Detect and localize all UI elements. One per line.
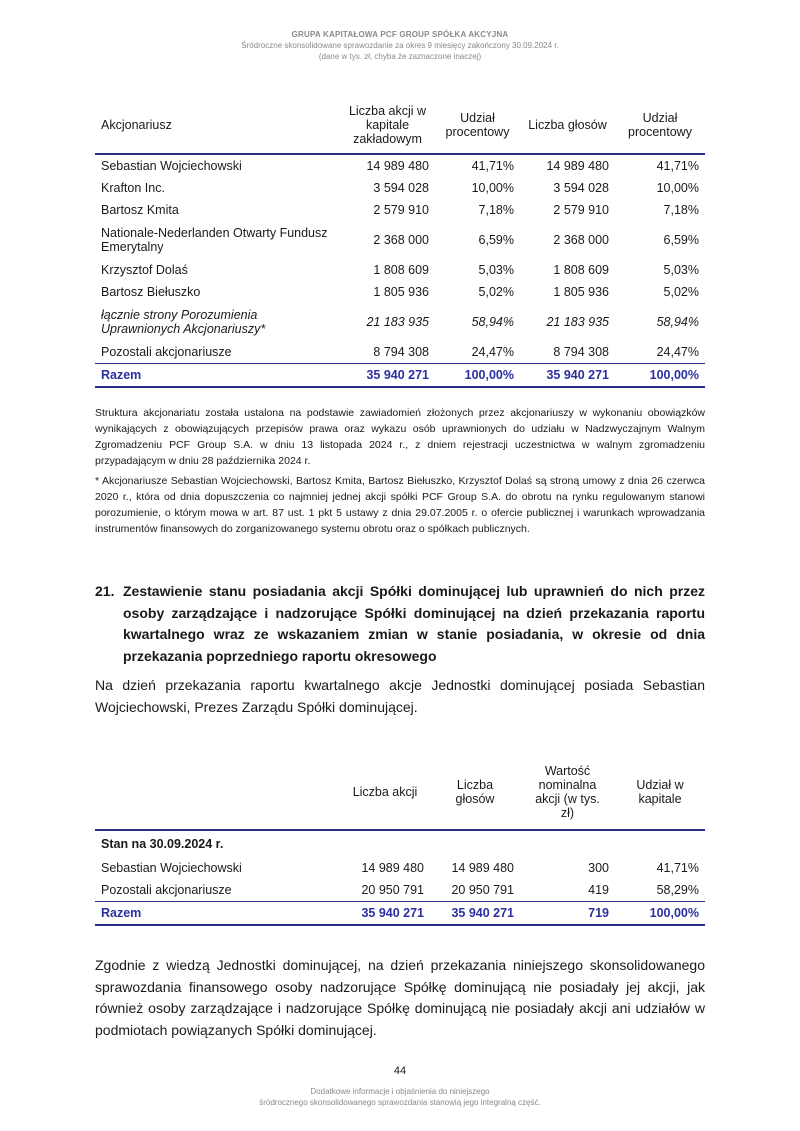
- table-row: [95, 199, 705, 221]
- closing-paragraph: Zgodnie z wiedzą Jednostki dominującej, na dzień przekazania niniejszego skonsolidowanego sprawozdania finansowego osoby nadzorujące Spółkę dominującą nie posiadały jej akcji, jak również osoby zarządzające i nadzorujące Spółkę dominującą nie posiadały akcji ani udziałów w podmiotach powiązanych Spółki dominującej.: [95, 957, 705, 1038]
- table-total-row: [95, 902, 705, 926]
- table-header-row: [95, 755, 705, 830]
- table-row: [95, 879, 705, 902]
- holdings-paragraph: Na dzień przekazania raportu kwartalnego akcje Jednostki dominującej posiada Sebastian Wojciechowski, Prezes Zarządu Spółki dominującej.: [95, 677, 705, 715]
- vote-count: 14 989 480: [451, 861, 514, 875]
- share-count: 2 579 910: [373, 203, 429, 217]
- column-header: Udział w kapitale: [615, 755, 705, 830]
- section-heading: [95, 581, 705, 667]
- total-label: Razem: [95, 902, 340, 926]
- total-nominal: 719: [520, 902, 615, 926]
- shareholder-name: łącznie strony Porozumienia Uprawnionych Akcjonariuszy*: [101, 308, 266, 336]
- table-row: [95, 221, 705, 259]
- footer-line-1: Dodatkowe informacje i objaśnienia do niniejszego: [310, 1087, 490, 1096]
- vote-percent: 5,03%: [663, 263, 699, 277]
- column-header: Udział procentowy: [615, 97, 705, 154]
- shareholder-name: Pozostali akcjonariusze: [101, 345, 232, 359]
- vote-count: 20 950 791: [451, 883, 514, 897]
- share-percent: 6,59%: [478, 233, 514, 247]
- share-count: 3 594 028: [373, 181, 429, 195]
- column-header: [95, 755, 340, 830]
- report-header-title: Śródroczne skonsolidowane sprawozdanie za okres 9 miesięcy zakończony 30.09.2024 r.: [241, 41, 559, 50]
- nominal-value: 300: [588, 861, 609, 875]
- column-header: Liczba głosów: [520, 97, 615, 154]
- vote-count: 14 989 480: [546, 159, 609, 173]
- share-count: 20 950 791: [361, 883, 424, 897]
- total-shares: 35 940 271: [340, 902, 430, 926]
- share-count: 2 368 000: [373, 233, 429, 247]
- shareholder-name: Krzysztof Dolaś: [101, 263, 188, 277]
- vote-count: 2 368 000: [553, 233, 609, 247]
- shareholder-name: Sebastian Wojciechowski: [101, 861, 242, 875]
- table-row: [95, 259, 705, 281]
- total-votes: 35 940 271: [520, 364, 615, 388]
- share-count: 21 183 935: [366, 315, 429, 329]
- vote-count: 3 594 028: [553, 181, 609, 195]
- column-header: Wartość nominalna akcji (w tys. zł): [520, 755, 615, 830]
- shareholder-name: Bartosz Biełuszko: [101, 285, 201, 299]
- table-row: [95, 857, 705, 879]
- total-shares: 35 940 271: [340, 364, 435, 388]
- table-row: [95, 281, 705, 303]
- share-percent: 7,18%: [478, 203, 514, 217]
- management-holdings-table: [95, 755, 705, 926]
- period-label: Stan na 30.09.2024 r.: [101, 837, 224, 851]
- share-percent: 5,03%: [478, 263, 514, 277]
- share-count: 14 989 480: [361, 861, 424, 875]
- vote-percent: 58,94%: [656, 315, 699, 329]
- section-title: Zestawienie stanu posiadania akcji Spółki dominującej lub uprawnień do nich przez osoby zarządzające i nadzorujące Spółki dominującej na dzień przekazania raportu kwartalnego wraz ze wskazaniem zmian w stanie posiadania, w okresie od dnia przekazania poprzedniego raportu okresowego: [123, 583, 705, 664]
- agreement-footnote: * Akcjonariusze Sebastian Wojciechowski, Bartosz Kmita, Bartosz Biełuszko, Krzysztof Dolaś są stroną umowy z dnia 26 czerwca 2020 r., która od dnia dopuszczenia co najmniej jednej akcji spółki PCF Group S.A. do obrotu na rynku regulowanym stanowi porozumienie, o którym mowa w art. 87 ust. 1 pkt 5 ustawy z dnia 29.07.2005 r. o ofercie publicznej i warunkach wprowadzania instrumentów finansowych do zorganizowanego systemu obrotu oraz o spółkach publicznych.: [95, 475, 705, 535]
- share-percent: 41,71%: [471, 159, 514, 173]
- table-row: [95, 830, 705, 857]
- share-percent: 5,02%: [478, 285, 514, 299]
- total-votes: 35 940 271: [430, 902, 520, 926]
- shareholder-name: Sebastian Wojciechowski: [101, 159, 242, 173]
- shareholder-name: Pozostali akcjonariusze: [101, 883, 232, 897]
- total-label: Razem: [95, 364, 340, 388]
- total-vote-percent: 100,00%: [615, 364, 705, 388]
- share-count: 1 805 936: [373, 285, 429, 299]
- page-number: 44: [393, 1065, 407, 1077]
- table-row: [95, 154, 705, 177]
- capital-percent: 41,71%: [656, 861, 699, 875]
- shareholder-name: Bartosz Kmita: [101, 203, 179, 217]
- shareholder-name: Nationale-Nederlanden Otwarty Fundusz Emerytalny: [101, 226, 328, 254]
- shareholder-structure-table: [95, 97, 705, 388]
- vote-count: 1 805 936: [553, 285, 609, 299]
- table-row: [95, 177, 705, 199]
- vote-percent: 41,71%: [656, 159, 699, 173]
- capital-percent: 58,29%: [656, 883, 699, 897]
- report-header-company: GRUPA KAPITAŁOWA PCF GROUP SPÓŁKA AKCYJNA: [291, 30, 509, 39]
- vote-percent: 5,02%: [663, 285, 699, 299]
- vote-count: 2 579 910: [553, 203, 609, 217]
- vote-count: 21 183 935: [546, 315, 609, 329]
- table-total-row: [95, 364, 705, 388]
- vote-percent: 7,18%: [663, 203, 699, 217]
- share-percent: 10,00%: [471, 181, 514, 195]
- column-header: Udział procentowy: [435, 97, 520, 154]
- table-row: [95, 341, 705, 364]
- section-number: 21.: [95, 583, 115, 599]
- share-count: 8 794 308: [373, 345, 429, 359]
- total-share-percent: 100,00%: [435, 364, 520, 388]
- column-header: Liczba akcji w kapitale zakładowym: [340, 97, 435, 154]
- column-header: Akcjonariusz: [95, 97, 340, 154]
- vote-percent: 24,47%: [656, 345, 699, 359]
- vote-percent: 6,59%: [663, 233, 699, 247]
- column-header: Liczba akcji: [340, 755, 430, 830]
- vote-percent: 10,00%: [656, 181, 699, 195]
- total-capital-percent: 100,00%: [615, 902, 705, 926]
- shareholder-structure-note: Struktura akcjonariatu została ustalona na podstawie zawiadomień złożonych przez akcjonariuszy w wykonaniu obowiązków wynikających z obowiązujących przepisów prawa oraz wykazu osób uprawnionych do udziału w Nadzwyczajnym Walnym Zgromadzeniu PCF Group S.A. w dniu 13 listopada 2024 r., z dniem rejestracji uczestnictwa w walnym zgromadzeniu przypadającym w dniu 28 października 2024 r.: [95, 407, 705, 467]
- share-count: 14 989 480: [366, 159, 429, 173]
- vote-count: 1 808 609: [553, 263, 609, 277]
- report-header-units: (dane w tys. zł, chyba że zaznaczone inaczej): [318, 52, 482, 61]
- vote-count: 8 794 308: [553, 345, 609, 359]
- table-row: [95, 303, 705, 341]
- nominal-value: 419: [588, 883, 609, 897]
- shareholder-name: Krafton Inc.: [101, 181, 165, 195]
- share-percent: 58,94%: [471, 315, 514, 329]
- column-header: Liczba głosów: [430, 755, 520, 830]
- footer-line-2: śródrocznego skonsolidowanego sprawozdania stanowią jego integralną część.: [259, 1098, 541, 1107]
- share-percent: 24,47%: [471, 345, 514, 359]
- table-header-row: [95, 97, 705, 154]
- share-count: 1 808 609: [373, 263, 429, 277]
